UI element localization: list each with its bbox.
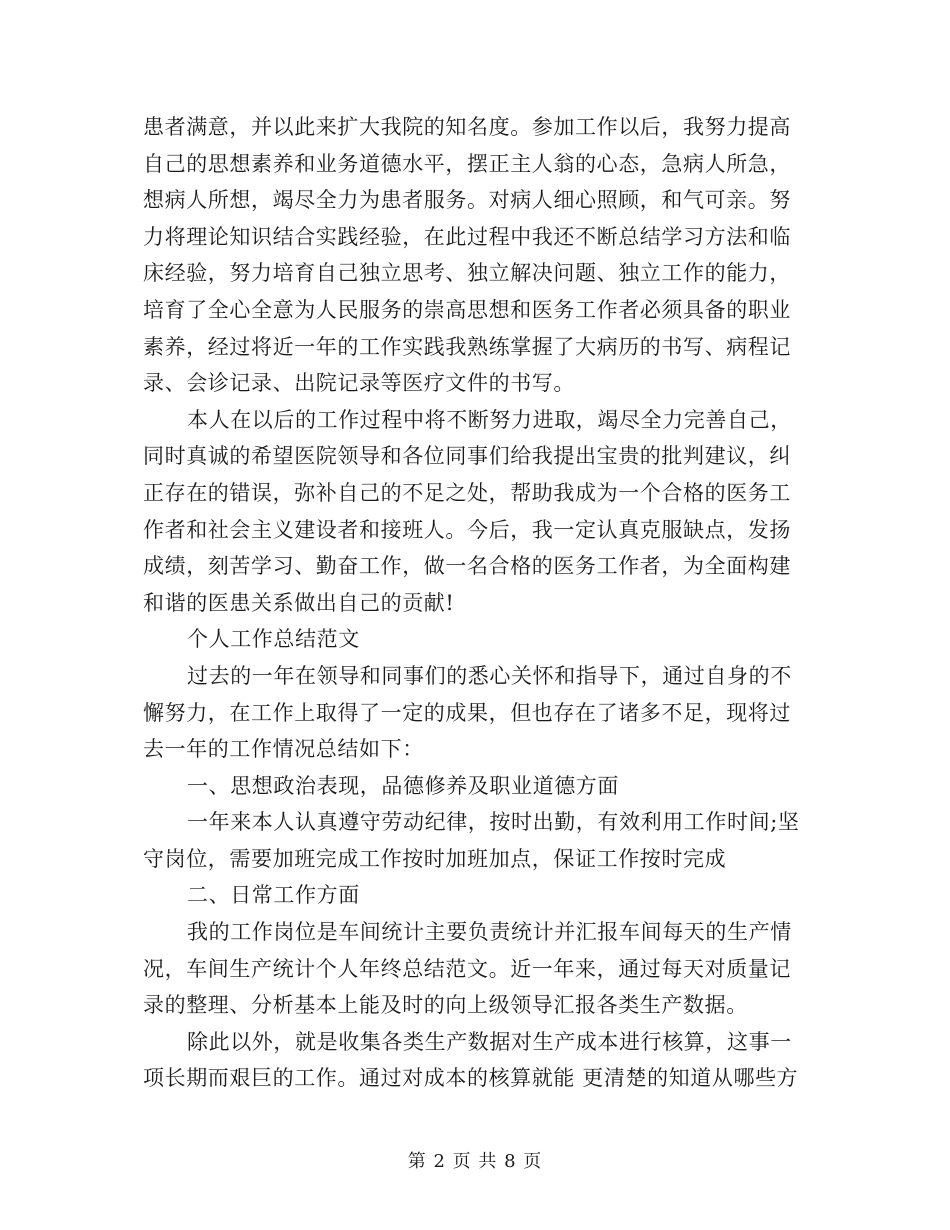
text-line: 床经验，努力培育自己独立思考、独立解决问题、独立工作的能力， (143, 261, 791, 286)
text-line: 想病人所想，竭尽全力为患者服务。对病人细心照顾，和气可亲。努 (143, 188, 791, 213)
text-line: 过去的一年在领导和同事们的悉心关怀和指导下，通过自身的不 (187, 663, 792, 688)
document-body (143, 109, 811, 1097)
text-line: 录、会诊记录、出院记录等医疗文件的书写。 (143, 371, 575, 396)
text-line: 成绩，刻苦学习、勤奋工作，做一名合格的医务工作者，为全面构建 (143, 554, 791, 579)
text-line: 正存在的错误，弥补自己的不足之处，帮助我成为一个合格的医务工 (143, 480, 791, 505)
text-line: 作者和社会主义建设者和接班人。今后，我一定认真克服缺点，发扬 (143, 517, 791, 542)
text-line: 除此以外，就是收集各类生产数据对生产成本进行核算，这事一 (187, 1029, 792, 1054)
text-line: 一年来本人认真遵守劳动纪律，按时出勤，有效利用工作时间;坚 (187, 810, 800, 835)
text-line: 同时真诚的希望医院领导和各位同事们给我提出宝贵的批判建议，纠 (143, 444, 791, 469)
text-line: 二、日常工作方面 (187, 883, 360, 908)
text-line: 懈努力，在工作上取得了一定的成果，但也存在了诸多不足，现将过 (143, 700, 791, 725)
text-line: 守岗位，需要加班完成工作按时加班加点，保证工作按时完成 (143, 846, 727, 871)
text-line: 我的工作岗位是车间统计主要负责统计并汇报车间每天的生产情 (187, 920, 792, 945)
text-line: 去一年的工作情况总结如下： (143, 737, 424, 762)
page-number-footer: 第 2 页 共 8 页 (407, 1151, 543, 1172)
text-line: 和谐的医患关系做出自己的贡献! (143, 590, 455, 615)
text-line: 个人工作总结范文 (187, 627, 360, 652)
text-line: 本人在以后的工作过程中将不断努力进取，竭尽全力完善自己， (187, 407, 792, 432)
text-line: 素养，经过将近一年的工作实践我熟练掌握了大病历的书写、病程记 (143, 334, 791, 359)
text-line: 录的整理、分析基本上能及时的向上级领导汇报各类生产数据。 (143, 993, 748, 1018)
text-line: 项长期而艰巨的工作。通过对成本的核算就能 更清楚的知道从哪些方 (143, 1066, 799, 1091)
text-line: 自己的思想素养和业务道德水平，摆正主人翁的心态，急病人所急， (143, 151, 791, 176)
text-line: 患者满意，并以此来扩大我院的知名度。参加工作以后，我努力提高 (143, 115, 791, 139)
text-line: 培育了全心全意为人民服务的崇高思想和医务工作者必须具备的职业 (143, 297, 791, 322)
text-line: 力将理论知识结合实践经验，在此过程中我还不断总结学习方法和临 (143, 224, 791, 249)
text-line: 一、思想政治表现，品德修养及职业道德方面 (187, 773, 619, 798)
text-line: 况，车间生产统计个人年终总结范文。近一年来，通过每天对质量记 (143, 956, 791, 981)
